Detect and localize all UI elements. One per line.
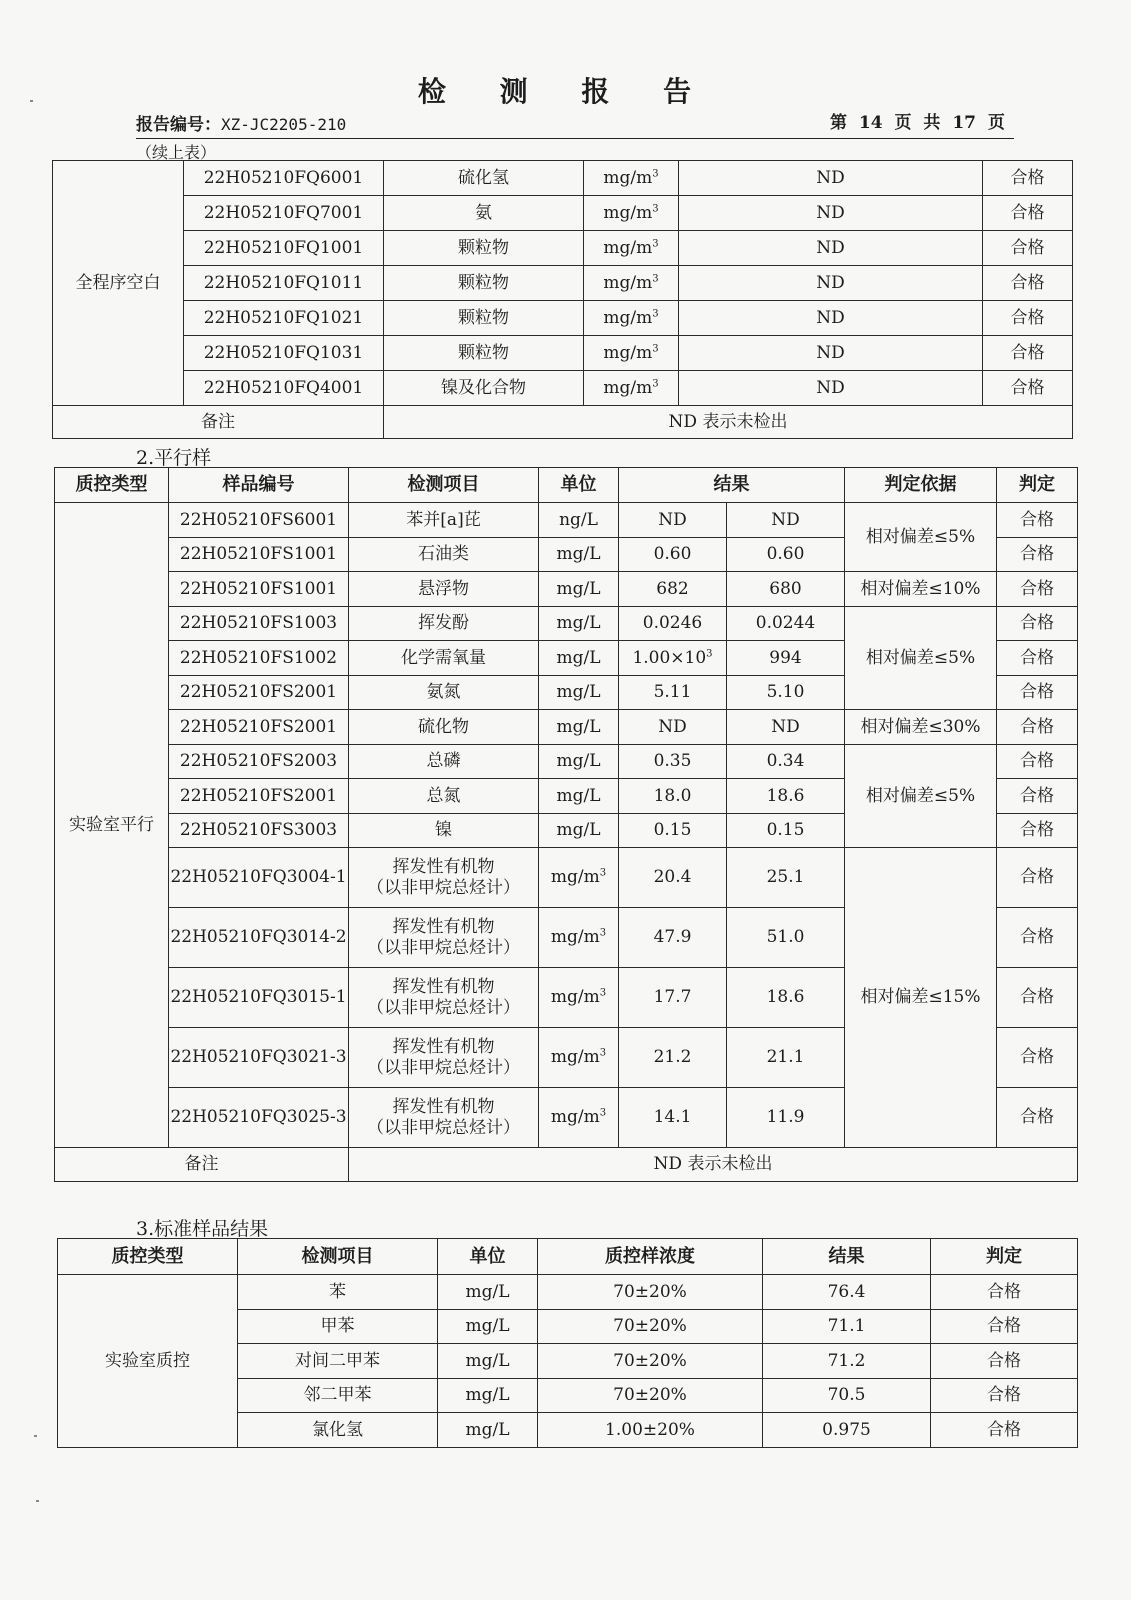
remark-text: ND 表示未检出 [384, 406, 1073, 439]
unit: $mg/m^3$ [584, 301, 679, 336]
qc-concentration: 1.00±20% [538, 1413, 763, 1448]
result-1: 47.9 [619, 908, 727, 968]
result-2: 0.60 [727, 537, 845, 572]
result-1: 20.4 [619, 848, 727, 908]
table-row [55, 606, 1078, 641]
test-item: 氯化氢 [238, 1413, 438, 1448]
judgement: 合格 [997, 675, 1078, 710]
remark-label: 备注 [53, 406, 384, 439]
judgement: 合格 [983, 266, 1073, 301]
result-2: 25.1 [727, 848, 845, 908]
judgement: 合格 [997, 572, 1078, 607]
qc-concentration: 70±20% [538, 1378, 763, 1413]
result-2: 0.34 [727, 744, 845, 779]
scan-speck [30, 100, 33, 102]
test-item: 总氮 [349, 779, 539, 814]
col-judgement: 判定 [931, 1239, 1078, 1275]
col-test-item: 检测项目 [349, 468, 539, 503]
result-2: 680 [727, 572, 845, 607]
standard-table-header [58, 1239, 1078, 1275]
result-1: 0.15 [619, 813, 727, 848]
result-2: 5.10 [727, 675, 845, 710]
result-2: 0.15 [727, 813, 845, 848]
table-row [55, 710, 1078, 745]
unit: $mg/m^3$ [539, 908, 619, 968]
test-item: 颗粒物 [384, 231, 584, 266]
continued-label: （续上表） [136, 143, 217, 162]
result-1: 0.0246 [619, 606, 727, 641]
result-1: 14.1 [619, 1088, 727, 1148]
unit: mg/L [438, 1378, 538, 1413]
test-item: 总磷 [349, 744, 539, 779]
table-row [58, 1275, 1078, 1310]
sample-id: 22H05210FQ1011 [184, 266, 384, 301]
sample-id: 22H05210FQ1001 [184, 231, 384, 266]
sample-id: 22H05210FS3003 [169, 813, 349, 848]
sample-id: 22H05210FQ7001 [184, 196, 384, 231]
judgement: 合格 [997, 503, 1078, 538]
test-item: 氨氮 [349, 675, 539, 710]
judgement: 合格 [997, 779, 1078, 814]
table-row [55, 503, 1078, 538]
header-row [58, 1239, 1078, 1275]
result-1: 682 [619, 572, 727, 607]
judgement: 合格 [983, 231, 1073, 266]
unit: $mg/m^3$ [539, 1088, 619, 1148]
result-1: 0.35 [619, 744, 727, 779]
result-2: 21.1 [727, 1028, 845, 1088]
unit: mg/L [539, 813, 619, 848]
col-unit: 单位 [438, 1239, 538, 1275]
col-sample-id: 样品编号 [169, 468, 349, 503]
col-test-item: 检测项目 [238, 1239, 438, 1275]
judgement: 合格 [997, 908, 1078, 968]
result-1: $1.00\times 10^3$ [619, 641, 727, 676]
col-result: 结果 [763, 1239, 931, 1275]
standard-table-body [58, 1275, 1078, 1448]
test-item: 硫化物 [349, 710, 539, 745]
test-item: 苯 [238, 1275, 438, 1310]
remark-label: 备注 [55, 1148, 349, 1182]
judgement: 合格 [997, 710, 1078, 745]
unit: $mg/m^3$ [584, 231, 679, 266]
test-item: 镍 [349, 813, 539, 848]
basis: 相对偏差≤10% [845, 572, 997, 607]
table-row [53, 161, 1073, 196]
basis: 相对偏差≤30% [845, 710, 997, 745]
unit: $mg/m^3$ [584, 196, 679, 231]
sample-id: 22H05210FQ4001 [184, 371, 384, 406]
blank-table [52, 160, 1073, 439]
result-value: 70.5 [763, 1378, 931, 1413]
judgement: 合格 [931, 1413, 1078, 1448]
unit: $mg/m^3$ [584, 371, 679, 406]
table-row [53, 336, 1073, 371]
table-row [55, 572, 1078, 607]
test-item: 挥发酚 [349, 606, 539, 641]
result-1: 21.2 [619, 1028, 727, 1088]
unit: mg/L [539, 744, 619, 779]
judgement: 合格 [983, 161, 1073, 196]
col-judgement: 判定 [997, 468, 1078, 503]
test-item: 颗粒物 [384, 301, 584, 336]
qc-concentration: 70±20% [538, 1275, 763, 1310]
sample-id: 22H05210FQ3004-1 [169, 848, 349, 908]
test-item: 石油类 [349, 537, 539, 572]
unit: mg/L [539, 537, 619, 572]
judgement: 合格 [997, 813, 1078, 848]
result-value: ND [679, 266, 983, 301]
result-2: 994 [727, 641, 845, 676]
col-results: 结果 [619, 468, 845, 503]
sample-id: 22H05210FQ3025-3 [169, 1088, 349, 1148]
unit: mg/L [539, 710, 619, 745]
result-value: ND [679, 231, 983, 266]
result-value: ND [679, 371, 983, 406]
result-value: ND [679, 161, 983, 196]
group-label-parallel: 实验室平行 [55, 503, 169, 1148]
test-item: 悬浮物 [349, 572, 539, 607]
unit: mg/L [438, 1344, 538, 1379]
test-item: 镍及化合物 [384, 371, 584, 406]
result-2: 11.9 [727, 1088, 845, 1148]
test-item: 挥发性有机物 （以非甲烷总烃计） [349, 908, 539, 968]
sample-id: 22H05210FQ1021 [184, 301, 384, 336]
unit: $mg/m^3$ [584, 161, 679, 196]
result-2: 18.6 [727, 779, 845, 814]
judgement: 合格 [931, 1378, 1078, 1413]
sample-id: 22H05210FS2001 [169, 710, 349, 745]
result-1: 0.60 [619, 537, 727, 572]
report-number-label: 报告编号： [136, 115, 221, 135]
table-row [53, 231, 1073, 266]
test-item: 对间二甲苯 [238, 1344, 438, 1379]
result-2: 0.0244 [727, 606, 845, 641]
report-number-value: XZ-JC2205-210 [221, 115, 347, 134]
unit: $mg/m^3$ [584, 336, 679, 371]
table-row [53, 196, 1073, 231]
test-item: 苯并[a]芘 [349, 503, 539, 538]
group-label-blank: 全程序空白 [53, 161, 184, 406]
parallel-table-header [55, 468, 1078, 503]
group-label-qc: 实验室质控 [58, 1275, 238, 1448]
judgement: 合格 [983, 371, 1073, 406]
unit: mg/L [539, 572, 619, 607]
sample-id: 22H05210FS1001 [169, 537, 349, 572]
judgement: 合格 [997, 848, 1078, 908]
result-1: 5.11 [619, 675, 727, 710]
report-title: 检 测 报 告 [417, 75, 714, 108]
sample-id: 22H05210FQ3021-3 [169, 1028, 349, 1088]
result-value: 71.2 [763, 1344, 931, 1379]
judgement: 合格 [931, 1344, 1078, 1379]
table-row [55, 744, 1078, 779]
result-value: ND [679, 301, 983, 336]
sample-id: 22H05210FS1002 [169, 641, 349, 676]
sample-id: 22H05210FQ6001 [184, 161, 384, 196]
table-row [53, 266, 1073, 301]
test-item: 挥发性有机物 （以非甲烷总烃计） [349, 848, 539, 908]
result-value: 76.4 [763, 1275, 931, 1310]
test-item: 颗粒物 [384, 266, 584, 301]
judgement: 合格 [983, 301, 1073, 336]
test-item: 氨 [384, 196, 584, 231]
unit: $mg/m^3$ [539, 968, 619, 1028]
col-qc-concentration: 质控样浓度 [538, 1239, 763, 1275]
judgement: 合格 [997, 744, 1078, 779]
unit: mg/L [438, 1275, 538, 1310]
basis: 相对偏差≤5% [845, 744, 997, 848]
remark-row [53, 406, 1073, 439]
judgement: 合格 [931, 1309, 1078, 1344]
unit: mg/L [438, 1413, 538, 1448]
parallel-table-body [55, 503, 1078, 1182]
test-item: 邻二甲苯 [238, 1378, 438, 1413]
result-1: ND [619, 710, 727, 745]
result-value: ND [679, 336, 983, 371]
test-item: 硫化氢 [384, 161, 584, 196]
result-1: 18.0 [619, 779, 727, 814]
qc-concentration: 70±20% [538, 1309, 763, 1344]
judgement: 合格 [997, 968, 1078, 1028]
result-value: ND [679, 196, 983, 231]
result-2: 51.0 [727, 908, 845, 968]
sample-id: 22H05210FS2003 [169, 744, 349, 779]
section-3-title: 3.标准样品结果 [136, 1218, 269, 1240]
parallel-table [54, 467, 1078, 1182]
sample-id: 22H05210FQ1031 [184, 336, 384, 371]
judgement: 合格 [997, 641, 1078, 676]
judgement: 合格 [997, 537, 1078, 572]
unit: $mg/m^3$ [539, 1028, 619, 1088]
unit: ng/L [539, 503, 619, 538]
test-item: 挥发性有机物 （以非甲烷总烃计） [349, 968, 539, 1028]
test-item: 颗粒物 [384, 336, 584, 371]
scan-speck [34, 1435, 37, 1437]
remark-row [55, 1148, 1078, 1182]
col-unit: 单位 [539, 468, 619, 503]
unit: mg/L [438, 1309, 538, 1344]
judgement: 合格 [983, 196, 1073, 231]
test-item: 挥发性有机物 （以非甲烷总烃计） [349, 1028, 539, 1088]
sample-id: 22H05210FS2001 [169, 675, 349, 710]
sample-id: 22H05210FS6001 [169, 503, 349, 538]
table-row [53, 301, 1073, 336]
judgement: 合格 [931, 1275, 1078, 1310]
col-qc-type: 质控类型 [55, 468, 169, 503]
test-item: 挥发性有机物 （以非甲烷总烃计） [349, 1088, 539, 1148]
judgement: 合格 [997, 606, 1078, 641]
result-2: 18.6 [727, 968, 845, 1028]
unit: $mg/m^3$ [539, 848, 619, 908]
result-value: 71.1 [763, 1309, 931, 1344]
test-item: 甲苯 [238, 1309, 438, 1344]
unit: $mg/m^3$ [584, 266, 679, 301]
unit: mg/L [539, 779, 619, 814]
standard-table [57, 1238, 1078, 1448]
result-2: ND [727, 503, 845, 538]
judgement: 合格 [983, 336, 1073, 371]
unit: mg/L [539, 606, 619, 641]
col-qc-type: 质控类型 [58, 1239, 238, 1275]
test-item: 化学需氧量 [349, 641, 539, 676]
result-2: ND [727, 710, 845, 745]
unit: mg/L [539, 675, 619, 710]
sample-id: 22H05210FS2001 [169, 779, 349, 814]
sample-id: 22H05210FS1001 [169, 572, 349, 607]
judgement: 合格 [997, 1088, 1078, 1148]
unit: mg/L [539, 641, 619, 676]
basis: 相对偏差≤5% [845, 503, 997, 572]
table-row [53, 371, 1073, 406]
result-1: ND [619, 503, 727, 538]
result-value: 0.975 [763, 1413, 931, 1448]
remark-text: ND 表示未检出 [349, 1148, 1078, 1182]
table-row [55, 848, 1078, 908]
page-info: 第 14 页 共 17 页 [830, 113, 1005, 133]
blank-table-body [53, 161, 1073, 439]
sample-id: 22H05210FS1003 [169, 606, 349, 641]
result-1: 17.7 [619, 968, 727, 1028]
qc-concentration: 70±20% [538, 1344, 763, 1379]
col-basis: 判定依据 [845, 468, 997, 503]
header-row [55, 468, 1078, 503]
basis: 相对偏差≤15% [845, 848, 997, 1148]
sample-id: 22H05210FQ3015-1 [169, 968, 349, 1028]
sample-id: 22H05210FQ3014-2 [169, 908, 349, 968]
judgement: 合格 [997, 1028, 1078, 1088]
basis: 相对偏差≤5% [845, 606, 997, 710]
section-2-title: 2.平行样 [136, 447, 212, 469]
scan-speck [36, 1500, 39, 1502]
